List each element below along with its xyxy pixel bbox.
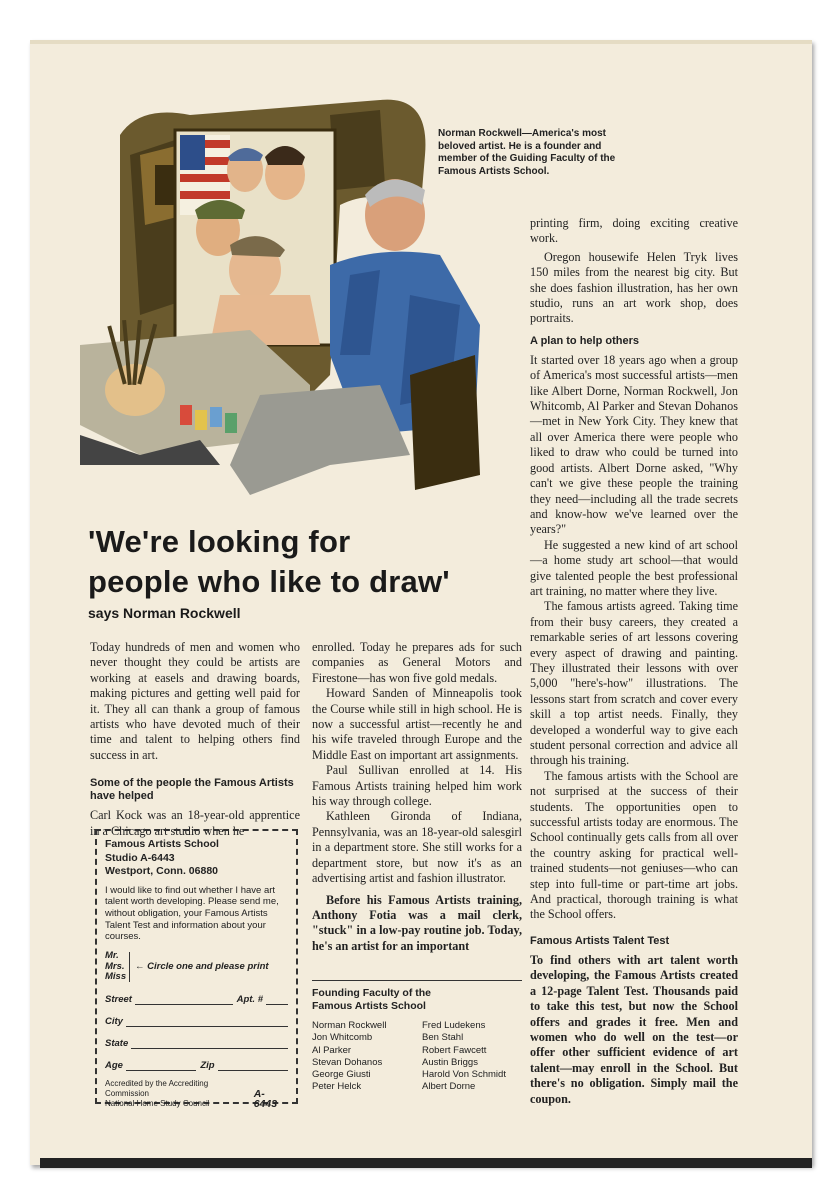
col2-paragraph: enrolled. Today he prepares ads for such companies as General Motors and Firestone—has won five gold medals.: [312, 640, 522, 685]
col2-paragraph: Before his Famous Artists training, Anthony Fotia was a mail clerk, "stuck" in a low-pay routine job. Today, he's an artist for an important: [312, 892, 522, 953]
zip-label: Zip: [200, 1059, 215, 1071]
headline: [88, 522, 450, 602]
street-label: Street: [105, 993, 132, 1005]
col3-paragraph: printing firm, doing exciting creative work.: [530, 216, 738, 246]
circle-instruction: ← Circle one and please print: [135, 961, 269, 973]
accreditation: [105, 1079, 288, 1109]
accreditation-line-2: National Home Study Council: [105, 1098, 210, 1108]
column-1: [90, 640, 300, 839]
col3-paragraph: To find others with art talent worth developing, the Famous Artists created a 12-page Talent Test. Thousands paid to take this test, but now the School offers and grades it free. Men and women who do well on the test—or offer other sufficient evidence of art talent—may enroll in the School. But there's no obligation. Simply mail the coupon.: [530, 952, 738, 1106]
accreditation-line-1: Accredited by the Accrediting Commission: [105, 1078, 209, 1098]
col3-paragraph: It started over 18 years ago when a group of America's most successful artists—men like Albert Dorne, Norman Rockwell, Jon Whitcomb, Al Parker and Stevan Dohanos—met in New York City. They knew that all over America there were people who liked to draw who could be turned into good artists. Albert Dorne asked, "Why can't we give these people the training they need—including all the trade secrets and know-how we've learned over the years?": [530, 352, 738, 537]
col3-paragraph: Oregon housewife Helen Tryk lives 150 miles from the nearest big city. But she does fashion illustration, has her own studio, runs an art work shop, does portraits.: [530, 249, 738, 326]
headline-line-2: people who like to draw': [88, 564, 450, 599]
city-field[interactable]: [105, 1016, 288, 1027]
faculty-name: Al Parker: [312, 1044, 352, 1056]
founding-faculty: [312, 980, 522, 1094]
coupon-title-row: [105, 951, 288, 983]
faculty-title: [312, 980, 522, 1012]
col3-heading: A plan to help others: [530, 334, 639, 347]
title-mrs[interactable]: Mrs.: [105, 960, 125, 972]
column-3: [530, 216, 738, 1107]
col1-paragraph: Today hundreds of men and women who never thought they could be artists are working at easels and drawing boards, making pictures and getting well paid for it. They all can thank a group of famous artists who have devoted much of their time and talent to helping others find success in art.: [90, 640, 300, 762]
state-label: State: [105, 1037, 129, 1049]
state-field[interactable]: [105, 1038, 288, 1049]
title-choices[interactable]: [105, 951, 129, 983]
coupon-code: A-6443: [253, 1087, 278, 1110]
rockwell-illustration: [80, 95, 500, 505]
coupon-city: Westport, Conn. 06880: [105, 865, 218, 877]
street-field[interactable]: [105, 994, 288, 1005]
col3-paragraph: He suggested a new kind of art school—a home study art school—that would give talented people the best professional art training, no matter where they live.: [530, 537, 738, 598]
age-zip-field[interactable]: [105, 1060, 288, 1071]
col3-paragraph: The famous artists with the School are not surprised at the success of their students. The opportunities open to successful artists today are enormous. The School continually gets calls from all over the country asking for practical well-trained students—not geniuses—who can step into full-time or part-time art jobs. And practical, thorough training is what the School offers.: [530, 768, 738, 922]
col1-heading: Some of the people the Famous Artists have helped: [90, 777, 294, 803]
subhead: says Norman Rockwell: [88, 605, 241, 621]
faculty-name: Jon Whitcomb: [312, 1032, 373, 1044]
coupon-studio: Studio A-6443: [105, 851, 175, 864]
col2-paragraph: Paul Sullivan enrolled at 14. His Famous Artists training helped him work his way through college.: [312, 763, 522, 809]
apt-label: Apt. #: [236, 993, 263, 1005]
faculty-name: George Giusti: [312, 1069, 371, 1081]
faculty-name: Austin Briggs: [422, 1056, 478, 1068]
faculty-name: Harold Von Schmidt: [422, 1069, 506, 1081]
faculty-name: Ben Stahl: [422, 1032, 464, 1044]
faculty-name: Stevan Dohanos: [312, 1056, 383, 1068]
col1-paragraph: Carl Kock was an 18-year-old apprentice in a Chicago art studio when he: [90, 808, 300, 838]
col3-paragraph: The famous artists agreed. Taking time from their busy careers, they created a remarkable series of art lessons covering every aspect of drawing and painting. They illustrated their lessons with over 5,000 "here's-how" illustrations. The lessons start from scratch and cover every skill a top artist needs. Finally, they developed a wonderful way to give each student personal correction and advice all through his training.: [530, 599, 738, 768]
faculty-name: Norman Rockwell: [312, 1020, 387, 1031]
faculty-name: Albert Dorne: [422, 1081, 476, 1093]
age-label: Age: [105, 1059, 123, 1071]
col3-heading: Famous Artists Talent Test: [530, 934, 670, 947]
column-2: [312, 640, 522, 954]
headline-line-1: 'We're looking for: [88, 524, 351, 559]
faculty-name: Peter Helck: [312, 1081, 362, 1093]
illustration-caption: Norman Rockwell—America's most beloved artist. He is a founder and member of the Guiding Faculty of the Famous Artists School.: [438, 128, 616, 177]
faculty-title-line-2: Famous Artists School: [312, 999, 426, 1012]
title-miss[interactable]: Miss: [105, 971, 127, 983]
city-label: City: [105, 1015, 123, 1027]
faculty-title-line-1: Founding Faculty of the: [312, 987, 431, 999]
title-mr[interactable]: Mr.: [105, 950, 119, 962]
coupon-school-name: Famous Artists School: [105, 838, 219, 850]
faculty-names: [312, 1020, 522, 1094]
coupon-address: [105, 838, 288, 879]
coupon-body-text: I would like to find out whether I have art talent worth developing. Please send me, without obligation, your Famous Artists Talent Test and information about your courses.: [105, 884, 279, 943]
faculty-name: Robert Fawcett: [422, 1044, 487, 1056]
faculty-name: Fred Ludekens: [422, 1020, 486, 1031]
page-shadow-edge: [40, 1158, 812, 1168]
mail-coupon[interactable]: [95, 829, 298, 1110]
col2-paragraph: Kathleen Gironda of Indiana, Pennsylvania, was an 18-year-old salesgirl in a department store. She still works for a department store, but now it's as an advertising artist and fashion illustrator.: [312, 809, 522, 886]
col2-paragraph: Howard Sanden of Minneapolis took the Course while still in high school. He is now a successful artist—recently he and his wife traveled through Europe and the Middle East on important art assignments.: [312, 686, 522, 762]
